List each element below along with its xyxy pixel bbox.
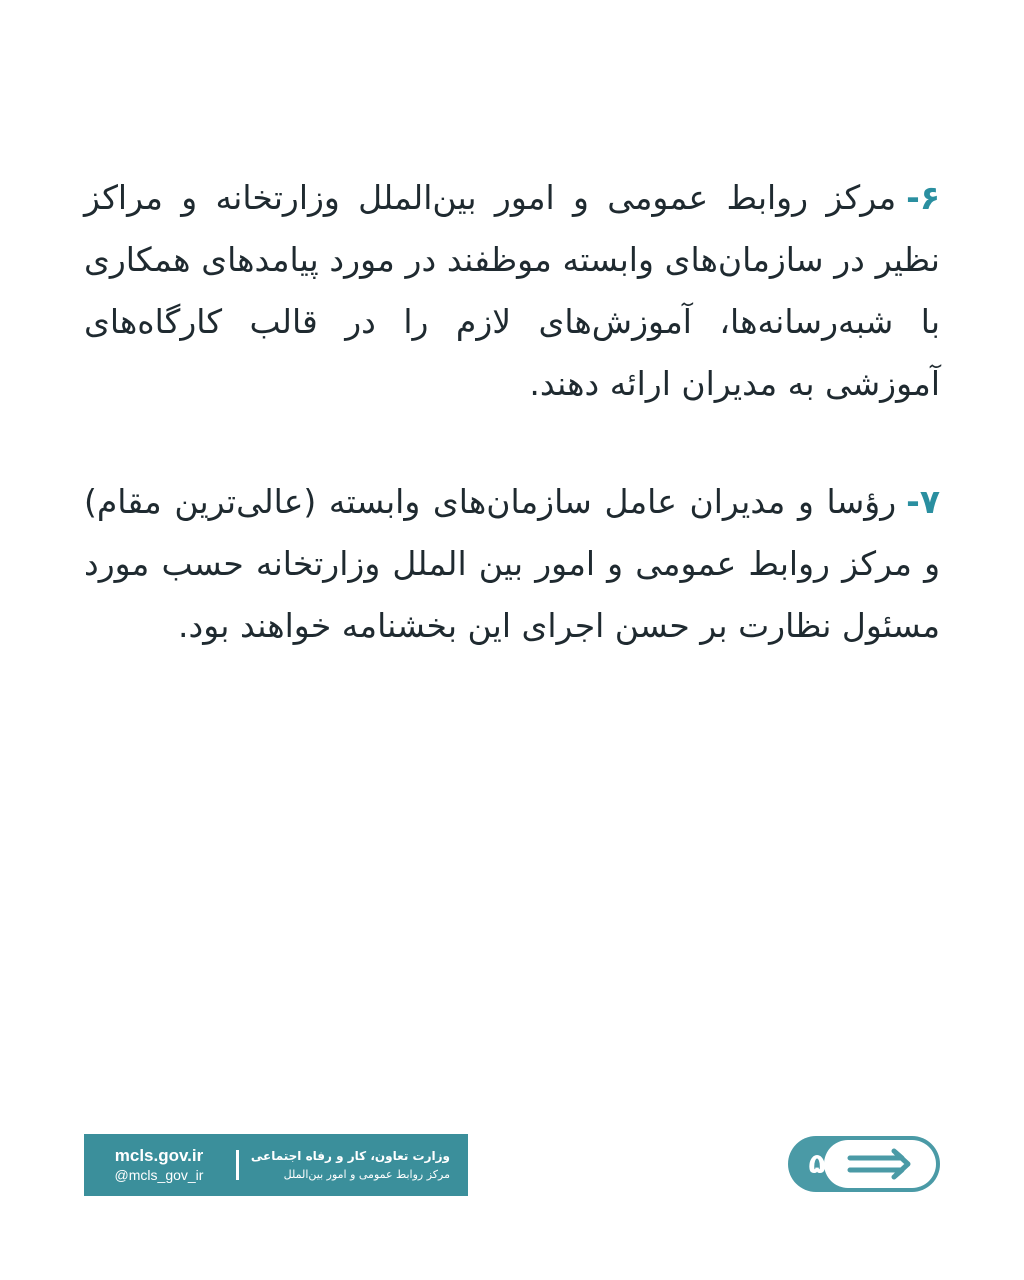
web-contact (84, 1145, 234, 1185)
clause-number: ۷ (919, 482, 940, 521)
clause-dash: - (906, 178, 920, 217)
clause-6 (84, 167, 940, 415)
clause-dash: - (906, 482, 920, 521)
social-handle[interactable]: @mcls_gov_ir (114, 1167, 204, 1183)
arrow-right-icon[interactable] (836, 1144, 928, 1184)
organization-name (247, 1147, 468, 1184)
clause-text: مرکز روابط عمومی و امور بین‌الملل وزارتخانه و مراکز نظیر در سازمان‌های وابسته موظفند در مورد پیامدهای همکاری با شبه‌رسانه‌ها، آموزش‌های لازم را در قالب کارگاه‌های آموزشی به مدیران ارائه دهند. (84, 178, 940, 403)
clause-number: ۶ (919, 178, 940, 217)
badge-divider (236, 1150, 239, 1180)
page-number: ۵ (808, 1147, 826, 1180)
center-name: مرکز روابط عمومی و امور بین‌الملل (283, 1167, 450, 1181)
website-link[interactable]: mcls.gov.ir (114, 1146, 204, 1165)
page-indicator[interactable] (788, 1136, 940, 1192)
clause-7 (84, 471, 940, 657)
clause-text: رؤسا و مدیران عامل سازمان‌های وابسته (عالی‌ترین مقام) و مرکز روابط عمومی و امور بین الملل وزارتخانه حسب مورد مسئول نظارت بر حسن اجرای این بخشنامه خواهند بود. (84, 482, 940, 645)
ministry-name: وزارت تعاون، کار و رفاه اجتماعی (250, 1148, 450, 1163)
ministry-footer-badge (84, 1134, 468, 1196)
